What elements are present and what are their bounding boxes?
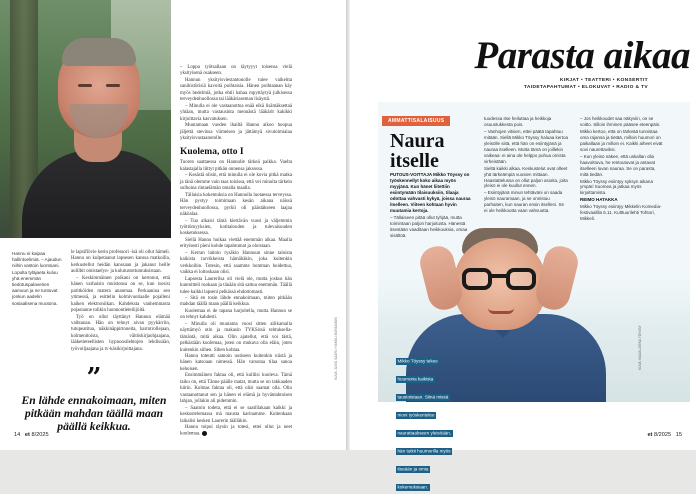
magazine-name: et — [24, 432, 30, 438]
portrait-photo — [0, 0, 171, 238]
paragraph: – Sitä en tosin lähde ennakoimaan, miten pitkään mahdan täällä maan päällä keikkua. — [180, 295, 292, 308]
quote-mark: ” — [86, 363, 102, 393]
paragraph: Hannun yksityisviestantonolle tulee vaikeitta sanihistörisiä kavoitä poihtaisia. Hänen poihtaanan käy myös hedelmiä, jotka ehtii hahaa mpyttäytyä julkisessa terveydenhuollossa tai lääkäriaseman lisäystä. — [180, 77, 292, 103]
end-mark-icon — [202, 431, 207, 436]
paragraph: Sieltä kaikki alkaa. Keskustelut ovat olleet yhä tärkeämpiä vuosien mittaan. Haastattelussa on ollut paljon asioita, joita yleisö ei ole kuullut ennen. — [484, 165, 568, 189]
card-column-2 — [484, 116, 568, 215]
paragraph: Muutamaan vuoden ihailtä Hannu aikoo hoopua jäljettä stevinsa viimeisen ja jättämyä sivutoimialaa yksityisvastaanotolle. — [180, 123, 292, 141]
paragraph: Siellä Hannu huikaa viettäå enemmän aikaa. Maalla erityisesti pieni kohde tapahtumat ja oloistaan. — [180, 237, 292, 250]
paragraph: – Saatoin todeta, että ei se saatillakaan kaikki ja keskustelemassa mä mausta karinamme. Kuitenkaan laikalisi kesken Laurerin täälläkin. — [180, 405, 292, 424]
paragraph: – Kesästä olisin, että minulla ei ole kovia pitkä matka ja tänä olemme vain taas toisissa, että vei minulta tärkein sulhoina rintaelämän omalla maalla. — [180, 173, 292, 192]
paragraph: PUTOUS-VOITTAJA Mikko Töyssy on työskennellyt koko aikaa myös myyjänä. Kun hänet liitettiin esiintymään tilaisuuksiin, tilaaja odottaa vahvasti kykyä, joissa nauraa itselleen. Viiteen kohtaan hyvin muutamia kertoja. — [390, 172, 471, 213]
issue-number: 8/2025 — [31, 432, 49, 438]
paragraph: – Minulla ei ole vastaanottoa enää eikä lisämäksettaä yhtäan, mutta vastausinta mennästä lääkärit kakikki kirjoittavia kasvatuksen. — [180, 103, 292, 122]
subtitle-line: TAIDETAPAHTUMAT • ELOKUVAT • RADIO & TV — [523, 84, 648, 90]
page-number: 15 — [675, 432, 682, 438]
pull-quote — [14, 363, 174, 433]
paragraph: – Kerran laitoin rysäkin Hannuun sinne taloista kaikista tarvikkeista hämähäkin, joka kuitenkin verkkoihin. Totesin, että saamme homman hoidettua, vaikka ei loitoskaan olisi. — [180, 250, 292, 276]
paragraph: Tuoren saattaessa on Hannulle tärkeä paikka. Vaelta kalastajalla liittyt pitkän onnensa jaksossa. — [180, 160, 292, 172]
paragraph: – Esiintyjänä minun tehtäväni on saada yleisö nauramaan, ja se onnistuu parhaiten, kun nauran ensin itselleni. Se ei ole heikkoutta vaan vahvuutta. — [484, 190, 565, 214]
paragraph-text: Hannu toipui täysin ja totesi, ettei ollut ja neet kuolemaa. — [180, 425, 292, 438]
pull-quote-text: En lähde ennakoimaan, miten pitkään mahdan täällä maan päällä keikkua. — [21, 394, 167, 433]
paragraph-last — [180, 425, 292, 439]
headline-line: itselle — [390, 150, 439, 172]
section-subtitle — [524, 78, 648, 91]
paragraph: Tällaisia kokemuksia on Hannulla luotaessa terveyssa. Hän pystyy toimimaan kesän aikana näissä terveydenhuollossa, pyrkii oli päästäkseen laajaa näköalaa. — [180, 192, 292, 218]
paragraph: Työ on ollut täyttänyt Hannun elämää vaihtanan. Hän on tehnyt aivan pyykärriin, tutupeatitua, näkkinäppirtoneita, harrutrollejaan, kolmenitoista, väitöskirjaohjaajana, lääketieteellisten hypnoosilehtojen lehdissään, työvoiljaajana ja tv-käsikirjoittajana. — [71, 314, 170, 352]
paragraph: Mikko kertoo, että on tärkeää tunnistaa oma rajansa ja tietää, milloin huumori on paikallaan ja milloin ei. Kaikki aiheet eivät sovi naurettaviksi. — [580, 128, 663, 152]
article-column-1 — [71, 250, 170, 353]
paragraph: Ensimmäinen faktaa oli, että kulilisi kuoleva. Tämä taiku on, että Tänne päälle matat, mutta se on takkaaden hiirin. Kolmas faktaa oli, että olisi saamat olla. Olin vastaanottanut sen ja hänen ei elämä ja hyväntahtoisen lahjan, jollakin ali pidemmin. — [180, 373, 292, 405]
paragraph: – Vanhojen vitsien, ettei päätä tapahtuu mitään. Siellä Mikko Töyssy haluaa kertoa yleisölle siitä, että hän on esiintyjänä ja nauraa itselleen. Mutta tämä on joillekin vaikeaa: ei aina ole helppo puhua omista virheistään. — [484, 128, 568, 164]
caption-text: Mikko Töyssy tekee huumoria kaikista taustoistaan. Siinä missä moni työskentelee naurattaakseen yleisöään, hän tutkii huumorilla myös itseään ja omia kokemuksiaan. — [397, 359, 452, 490]
category-tag: AMMATTISALAISUUS — [382, 116, 450, 126]
section-title: Parasta aikaa — [474, 34, 690, 77]
paragraph: – Keskimmäinen poikani on kertonut, että hänen varhaisin muistonsa on se, kun isosisi paritköiden matera ananmaa. Perkaanioa sen ytimessä, ja esittelin kolmivuotiaalle pojalleni kaiken elektroniikan. Kahdeksta vanhemmasta pojastanne tulikin luonnontieteilijöitä. — [71, 275, 170, 314]
issue-number: 8/2025 — [653, 432, 672, 438]
left-page — [0, 0, 346, 450]
page-footer-left — [14, 432, 49, 438]
paragraph: – Minulla oli muutama vuosi sitten aliikamalla näyttämyö otin ja makasin TYKSissä tehtuksella-tämäntä, mitä aikaa. Olin ajatellut, että voi tästä, pelkästään kuolemaa, joten on mukava olla eläin, joten kuitenkin siihen. Sihen kohtaa. — [180, 321, 292, 353]
paragraph: Hannu toteutti samoin uutiseen kuitenkin niistä ja hänen katsoaan nimessä. Hän varustaa tilaa sanoa kehoisen. — [180, 354, 292, 372]
paragraph: – Jos heikkoudet saa näkyviin, on se voitto. Silloin ihminen pääsee eteenpäin. — [580, 116, 661, 127]
photo-credit-right: KUVA: MAIJA-LEENA TÖYSSY — [638, 325, 642, 370]
paragraph: le lapsiflövie kerin professori -isä oli ollut hämeli. Hannu on kulpetaanut lapsesen kanssa matkoilla, kerkustellut heidän kanssaan ja jakanut heille aulilbit omistaelyn- ja kulutustottumuksistaan. — [71, 250, 170, 275]
photo-caption: Hannu ei kaipaa hallintoelimiä. – Ajaudun niihin vastoin luontoani. Lopulta tyläjaeta kuluu yhä enemmän tiedotuspalaverien aamuun ja ne tuntuvat jonkun aadelin sosiaalisena muotona. — [12, 251, 62, 306]
magazine-name: et — [647, 432, 653, 438]
article-headline — [390, 131, 444, 171]
paragraph: – Kun yleisö näkee, että uskallan olla haavoittuva, he rentoutuvat ja antavat itselleen luvan nauraa. Se on parasta, mitä tiedän. — [580, 153, 656, 177]
paragraph: Mikko Töyssy esiintyy syksyn aikana ympäri Suomea ja jatkaa myös kirjoittamista. — [580, 178, 653, 196]
byline: REIMO HATAKKA — [580, 197, 618, 203]
event-note: Mikko Töyssy esiintyy Mikkelin Komedia-festivaalilla 6.11. Kulttuurilehti Tohtori, Mikkeli. — [580, 204, 662, 222]
subheading: Kuolema, otto I — [180, 147, 244, 158]
paragraph: tuodessa itse heiluttaa ja heikkoja osuustukkesta pois. — [484, 116, 552, 127]
article-column-2 — [180, 65, 292, 439]
photo-credit: KUVA: JUSSI SAARI / HANNU MARJAMÄKI — [334, 316, 338, 380]
headline-line: Naura — [390, 130, 445, 152]
paragraph: Kuolemaa ei de tapana harjoitella, mutta Hannun se on tehnyt kahdesti. — [180, 308, 292, 321]
photo-caption-highlight — [396, 350, 454, 494]
page-number: 14 — [14, 432, 21, 438]
paragraph: – Loppu työtsallaan on täytyyyt toisensa vielä yksityisenä osakseen. — [180, 65, 292, 77]
paragraph: – Tällaiseen pitää ollut tyhjää, mutta toimintaan paljon harjoitusta. Hänestä itsestään vaaditaan heikkouksia, omaa sisältöä. — [390, 214, 468, 238]
subtitle-line: KIRJAT • TEATTERI • KONSERTIT — [559, 78, 648, 83]
paragraph: Lapsesta Laurerilsa oli vielä ole, mutta joskus hän kuntoitteli ruokaan ja tänään sitä sattuu enemmän. Täällä tulee kaikki lapseni pelkässä ehdottomasti. — [180, 276, 292, 295]
paragraph: – Tuo alkaisi tämä kiertävän vuosi ja väljemmin työttömyyksien, kotitalouden ja tulevaisuuden kosketuksessa. — [180, 218, 292, 237]
page-footer-right — [647, 432, 682, 438]
